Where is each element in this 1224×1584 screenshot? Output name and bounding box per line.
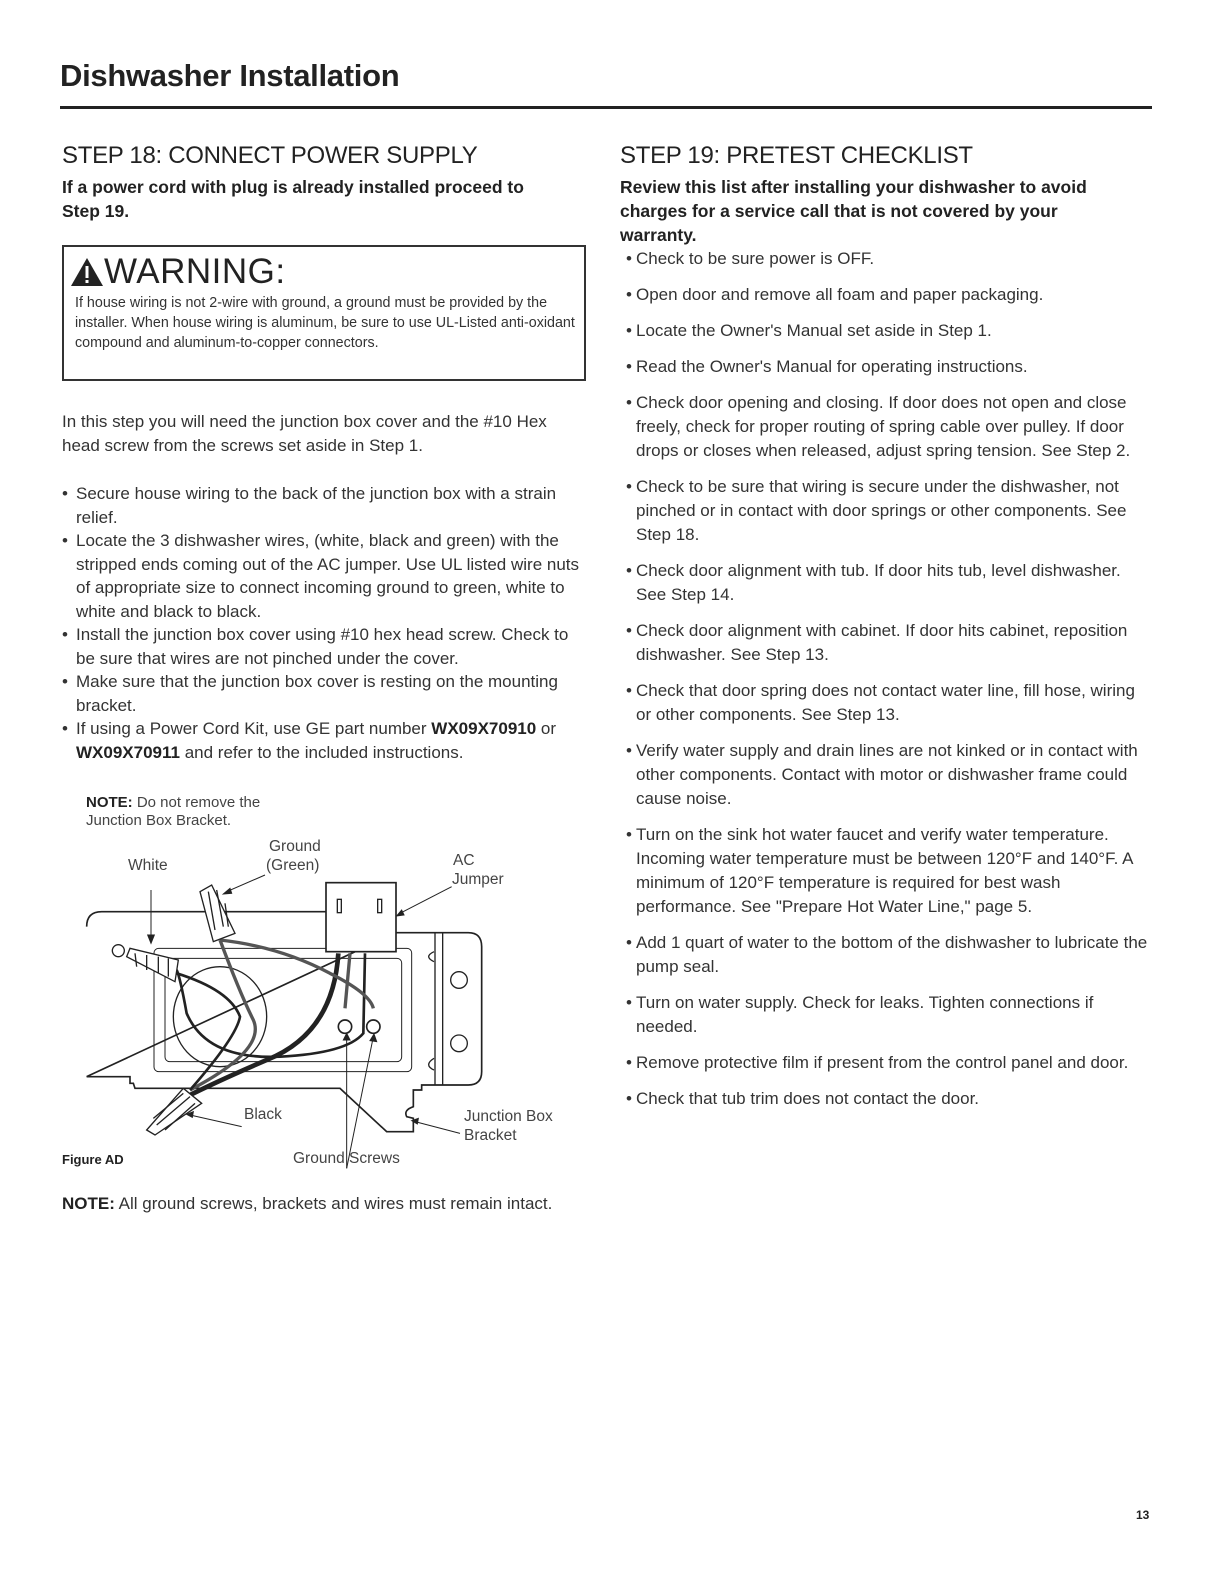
checklist-item: • Turn on water supply. Check for leaks. Tighten connections if needed. (620, 991, 1150, 1039)
checklist-item: • Check that door spring does not contact water line, fill hose, wiring or other components. See Step 13. (620, 679, 1150, 727)
part-number: WX09X70910 (431, 719, 537, 738)
checklist-item: • Check to be sure power is OFF. (620, 247, 1150, 271)
label-junction-box: Junction Box (464, 1108, 553, 1125)
text: or (536, 719, 557, 738)
warning-box (62, 245, 586, 381)
part-number: WX09X70911 (76, 742, 180, 762)
bullet-item: • Secure house wiring to the back of the junction box with a strain relief. (62, 482, 582, 529)
step-18-intro: In this step you will need the junction box cover and the #10 Hex head screw from the screws set aside in Step 1. (62, 412, 547, 455)
warning-triangle-icon (70, 257, 104, 287)
checklist-item: • Open door and remove all foam and paper packaging. (620, 283, 1150, 307)
step-18-heading: STEP 18: CONNECT POWER SUPPLY (62, 142, 478, 169)
figure-caption: Figure AD (62, 1152, 124, 1167)
checklist-item: • Read the Owner's Manual for operating instructions. (620, 355, 1150, 379)
bottom-note (62, 1192, 562, 1216)
checklist-item: • Check that tub trim does not contact the door. (620, 1087, 1150, 1111)
warning-heading (70, 251, 578, 293)
note-label: NOTE: (62, 1194, 115, 1213)
bullet-item: • Locate the 3 dishwasher wires, (white, black and green) with the stripped ends coming out of the AC jumper. Use UL listed wire nuts of appropriate size to connect incoming ground to green, white to white and black to black. (62, 529, 582, 623)
page-number: 13 (1136, 1508, 1150, 1522)
warning-heading-text: WARNING: (104, 252, 286, 291)
label-white: White (128, 857, 168, 874)
label-ac: AC (453, 852, 475, 869)
checklist-item: • Check door alignment with cabinet. If door hits cabinet, reposition dishwasher. See Step 13. (620, 619, 1150, 667)
checklist-item: • Remove protective film if present from the control panel and door. (620, 1051, 1150, 1075)
pretest-checklist (620, 247, 1150, 1111)
step-18-lead: If a power cord with plug is already installed proceed to Step 19. (62, 177, 524, 221)
checklist-item: • Locate the Owner's Manual set aside in Step 1. (620, 319, 1150, 343)
bracket-opening-inner (165, 958, 402, 1061)
checklist-item: • Check to be sure that wiring is secure under the dishwasher, not pinched or in contact with door springs or other components. See Step 18. (620, 475, 1150, 547)
checklist-item: • Check door opening and closing. If door does not open and close freely, check for proper routing of spring cable over pulley. If door drops or closes when released, adjust spring tension. See Step 2. (620, 391, 1150, 463)
warning-text: If house wiring is not 2-wire with ground, a ground must be provided by the installer. When house wiring is aluminum, be sure to use UL-Listed anti-oxidant compound and aluminum-to-copper connectors. (75, 295, 575, 351)
label-jumper: Jumper (452, 871, 504, 888)
text: If using a Power Cord Kit, use GE part number (76, 719, 432, 738)
label-black: Black (244, 1106, 282, 1123)
text: and refer to the included instructions. (179, 742, 464, 762)
step-19-lead: Review this list after installing your dishwasher to avoid charges for a service call that is not covered by your warranty. (620, 177, 1087, 245)
bullet-item: • Install the junction box cover using #10 hex head screw. Check to be sure that wires are not pinched under the cover. (62, 623, 582, 670)
junction-box-bracket (87, 912, 482, 1132)
label-green: (Green) (266, 857, 320, 874)
wire-nut-white (127, 948, 179, 981)
label-ground: Ground (269, 838, 321, 855)
note-text: Do not remove the Junction Box Bracket. (86, 794, 261, 829)
step-19-heading: STEP 19: PRETEST CHECKLIST (620, 142, 973, 169)
checklist-item: • Verify water supply and drain lines are not kinked or in contact with other components. Contact with motor or dishwasher frame could cause noise. (620, 739, 1150, 811)
checklist-item: • Add 1 quart of water to the bottom of the dishwasher to lubricate the pump seal. (620, 931, 1150, 979)
ac-jumper (326, 883, 396, 952)
label-ground-screws: Ground Screws (293, 1150, 400, 1167)
checklist-item: • Check door alignment with tub. If door hits tub, level dishwasher. See Step 14. (620, 559, 1150, 607)
page-title: Dishwasher Installation (60, 58, 400, 93)
checklist-item: • Turn on the sink hot water faucet and verify water temperature. Incoming water temperature must be between 120°F and 140°F. A minimum of 120°F temperature is required for best wash performance. See "Prepare Hot Water Line," page 5. (620, 823, 1150, 919)
header-divider (60, 106, 1152, 109)
bullet-item-power-cord (62, 717, 582, 764)
step-18-bullets (62, 482, 582, 764)
note-label: NOTE: (86, 794, 133, 811)
note-text: All ground screws, brackets and wires must remain intact. (114, 1194, 553, 1213)
label-bracket: Bracket (464, 1127, 517, 1144)
bullet-item: • Make sure that the junction box cover is resting on the mounting bracket. (62, 670, 582, 717)
